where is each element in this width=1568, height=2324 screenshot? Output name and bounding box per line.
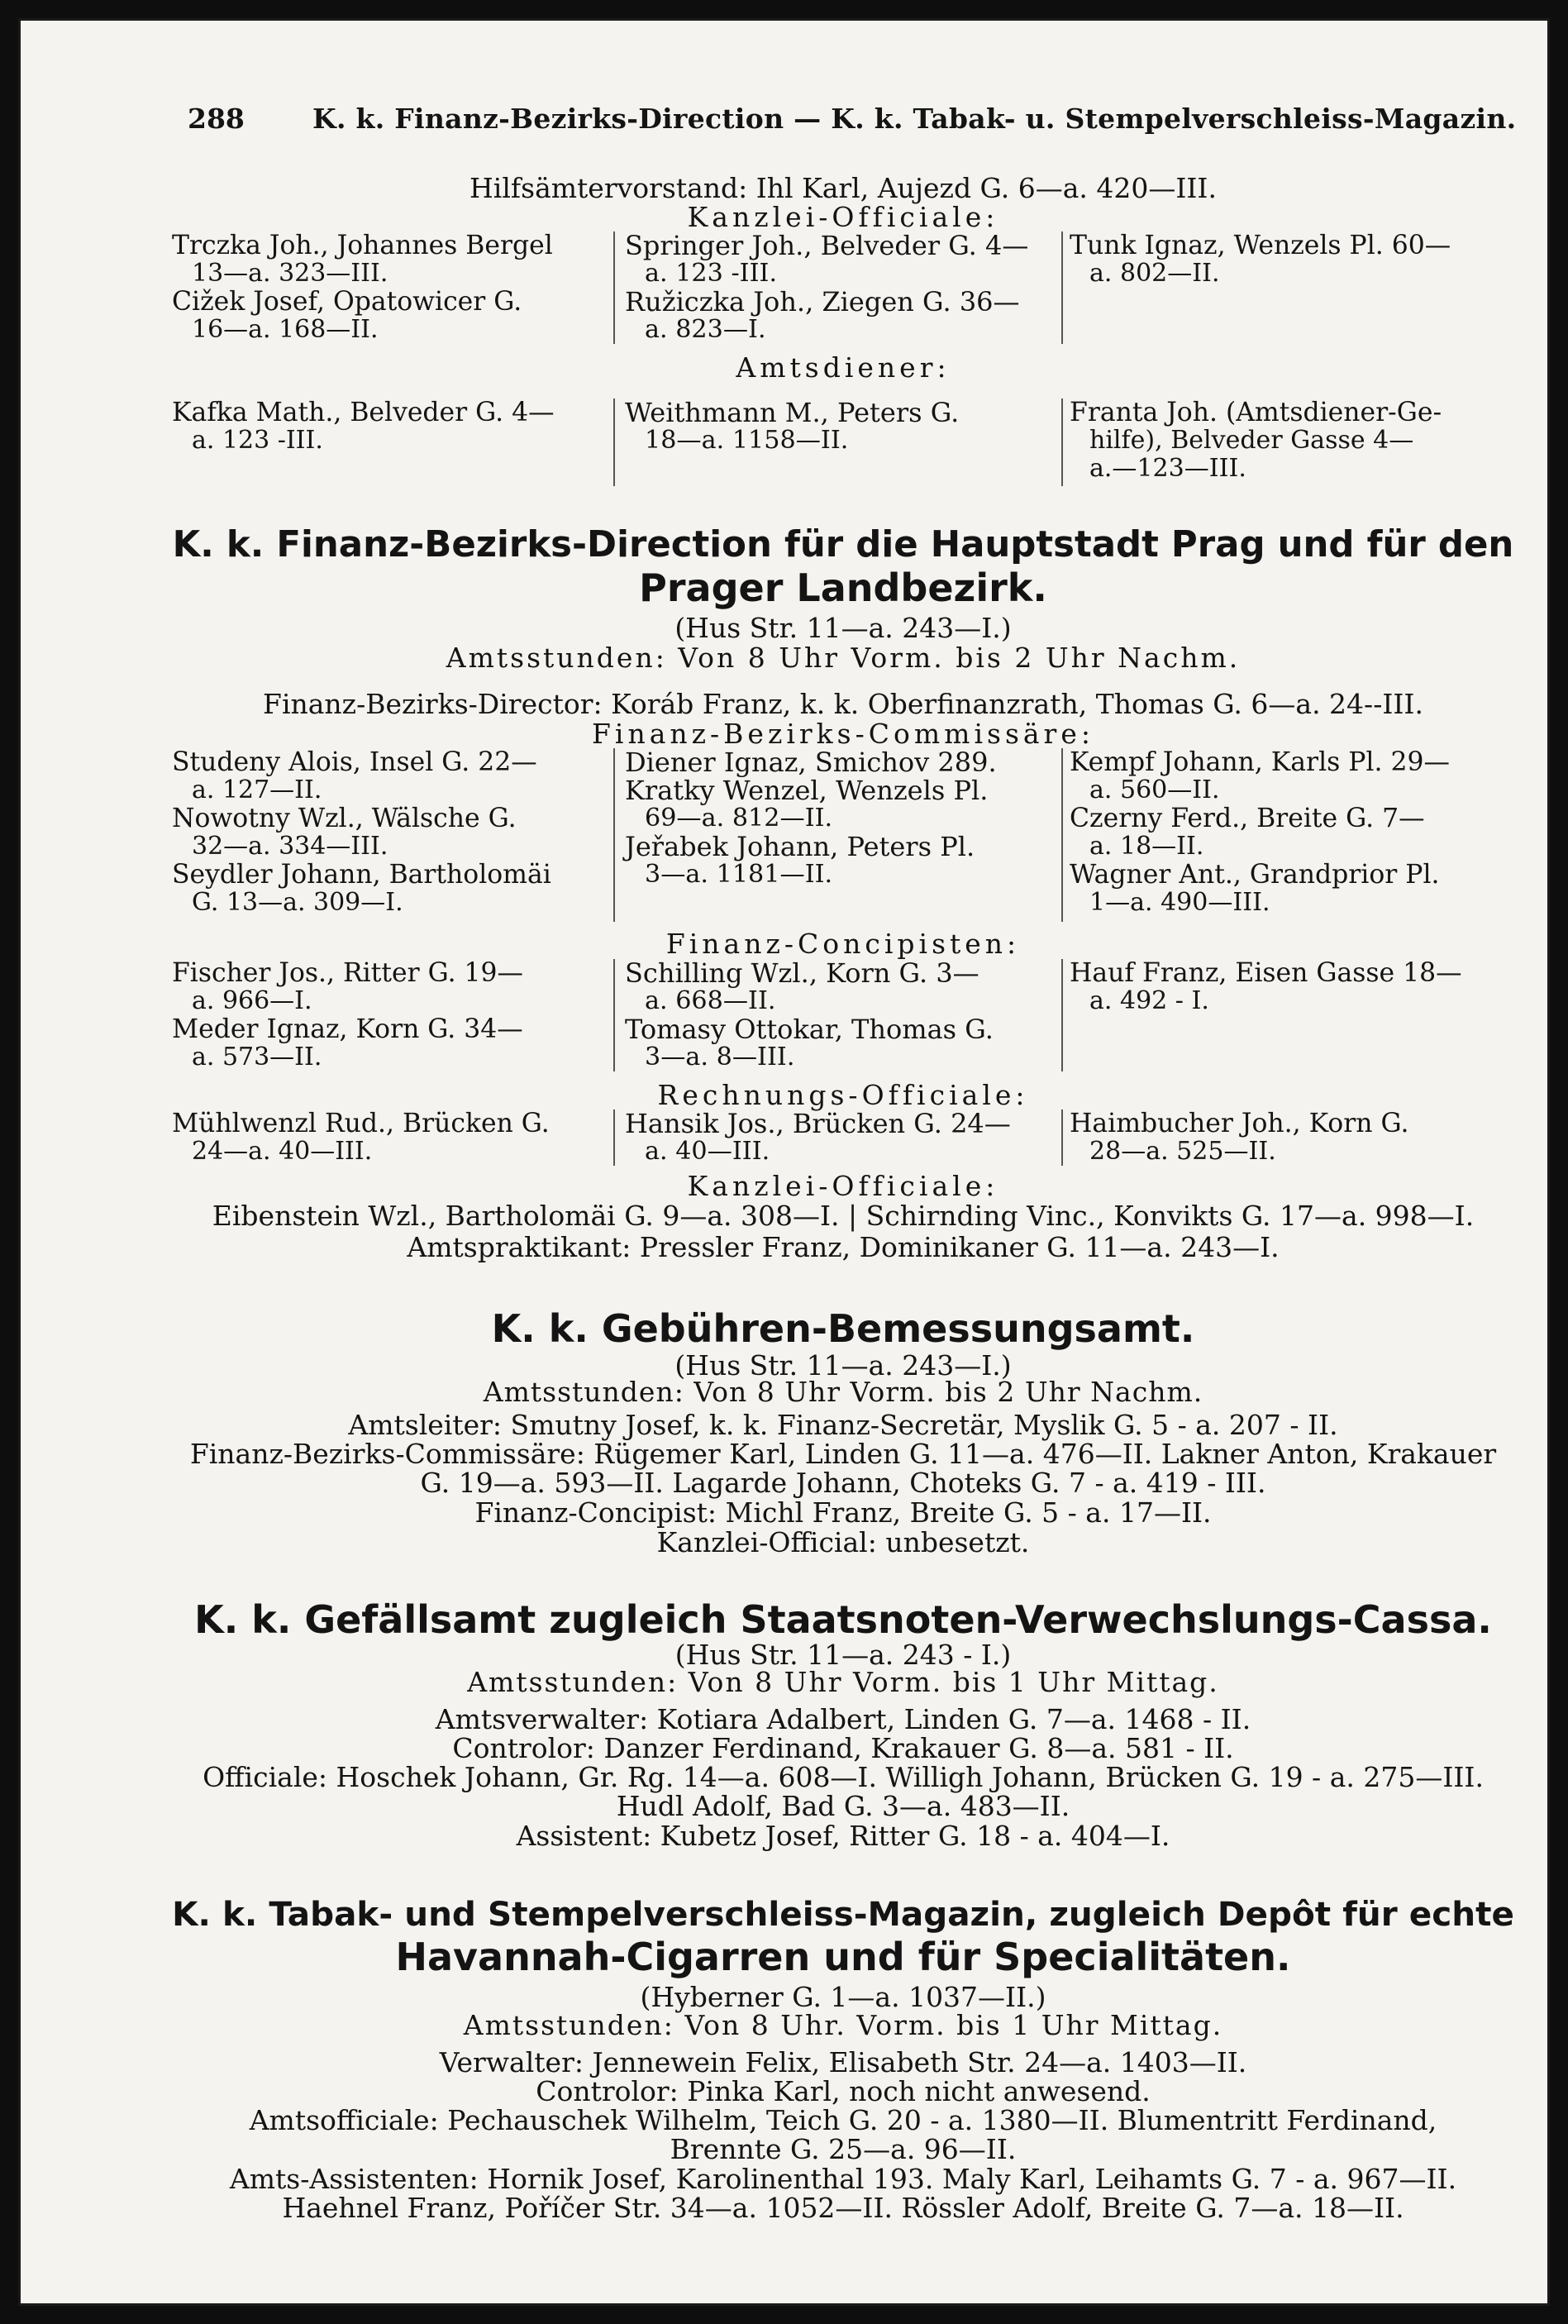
scanned-page [18, 18, 1550, 2306]
entry-haimbucher: Haimbucher Joh., Korn G. [1070, 1109, 1409, 1138]
entry-tunk: Tunk Ignaz, Wenzels Pl. 60— [1070, 231, 1451, 260]
entry-franta: Franta Joh. (Amtsdiener-Ge- [1070, 398, 1442, 427]
amtspraktikant: Amtspraktikant: Pressler Franz, Dominikaner G. 11—a. 243—I. [407, 1231, 1280, 1263]
section4-controlor: Controlor: Danzer Ferdinand, Krakauer G. 8—a. 581 - II. [452, 1732, 1234, 1764]
section4-officiale-1: Officiale: Hoschek Johann, Gr. Rg. 14—a. 608—I. Willigh Johann, Brücken G. 19 - a. 275—III. [203, 1761, 1484, 1793]
entry-franta-3: a.—123—III. [1089, 454, 1246, 483]
section2-hours: Amtsstunden: Von 8 Uhr Vorm. bis 2 Uhr Nachm. [446, 642, 1241, 674]
entry-weithmann: Weithmann M., Peters G. [625, 397, 960, 428]
section2-address: (Hus Str. 11—a. 243—I.) [674, 612, 1012, 644]
kanzlei-line-2: Eibenstein Wzl., Bartholomäi G. 9—a. 308—I. | Schirnding Vinc., Konvikts G. 17—a. 998—I. [212, 1200, 1475, 1232]
entry-muehlwenzl: Mühlwenzl Rud., Brücken G. [172, 1109, 550, 1138]
section3-address: (Hus Str. 11—a. 243—I.) [674, 1349, 1012, 1382]
entry-wagner: Wagner Ant., Grandprior Pl. [1070, 860, 1440, 890]
entry-cizek: Cižek Josef, Opatowicer G. [172, 287, 522, 317]
kanzlei-heading-1: Kanzlei-Officiale: [687, 201, 999, 233]
concipisten-col-mid [613, 959, 1063, 1071]
entry-czerny-addr: a. 18—II. [1089, 832, 1204, 861]
section5-title-1: K. k. Tabak- und Stempelverschleiss-Magazin, zugleich Depôt für echte [172, 1894, 1514, 1934]
section4-hours: Amtsstunden: Von 8 Uhr Vorm. bis 1 Uhr Mittag. [467, 1666, 1219, 1698]
commissaere-col-left [165, 748, 613, 922]
amtsdiener-col-left [165, 398, 613, 486]
entry-studeny: Studeny Alois, Insel G. 22— [172, 747, 537, 777]
section3-hours: Amtsstunden: Von 8 Uhr Vorm. bis 2 Uhr Nachm. [483, 1376, 1203, 1408]
section4-verwalter: Amtsverwalter: Kotiara Adalbert, Linden G. 7—a. 1468 - II. [435, 1703, 1251, 1735]
section3-title: K. k. Gebühren-Bemessungsamt. [491, 1306, 1195, 1351]
entry-nowotny-addr: 32—a. 334—III. [192, 832, 388, 861]
entry-czerny: Czerny Ferd., Breite G. 7— [1070, 804, 1425, 833]
section5-controlor: Controlor: Pinka Karl, noch nicht anwesend. [536, 2075, 1151, 2107]
entry-springer-addr: a. 123 -III. [645, 259, 778, 288]
section3-comm-2: G. 19—a. 593—II. Lagarde Johann, Choteks G. 7 - a. 419 - III. [420, 1467, 1266, 1499]
section5-assistenten-1: Amts-Assistenten: Hornik Josef, Karolinenthal 193. Maly Karl, Leihamts G. 7 - a. 967—II. [229, 2163, 1457, 2195]
kanzlei-col-right [1063, 231, 1521, 344]
running-title: K. k. Finanz-Bezirks-Direction — K. k. Tabak- u. Stempelverschleiss-Magazin. [312, 103, 1517, 135]
section5-assistenten-2: Haehnel Franz, Poříčer Str. 34—a. 1052—II. Rössler Adolf, Breite G. 7—a. 18—II. [282, 2192, 1404, 2224]
section4-officiale-2: Hudl Adolf, Bad G. 3—a. 483—II. [616, 1790, 1070, 1822]
kanzlei-col-left [165, 231, 613, 344]
entry-hansik: Hansik Jos., Brücken G. 24— [625, 1108, 1011, 1139]
entry-muehlwenzl-addr: 24—a. 40—III. [192, 1137, 373, 1166]
entry-kratky-addr: 69—a. 812—II. [645, 804, 833, 833]
rechnungs-col-right [1063, 1110, 1521, 1166]
section5-address: (Hyberner G. 1—a. 1037—II.) [640, 1981, 1046, 2013]
section3-leiter: Amtsleiter: Smutny Josef, k. k. Finanz-Secretär, Myslik G. 5 - a. 207 - II. [348, 1409, 1338, 1441]
section3-comm-1: Finanz-Bezirks-Commissäre: Rügemer Karl, Linden G. 11—a. 476—II. Lakner Anton, Krakauer [189, 1438, 1497, 1470]
section2-director: Finanz-Bezirks-Director: Koráb Franz, k. k. Oberfinanzrath, Thomas G. 6—a. 24--III. [263, 688, 1423, 720]
entry-ruziczka-addr: a. 823—I. [645, 315, 766, 344]
entry-tomasy: Tomasy Ottokar, Thomas G. [625, 1014, 994, 1045]
entry-schilling: Schilling Wzl., Korn G. 3— [625, 957, 979, 989]
section3-kanzlei: Kanzlei-Official: unbesetzt. [656, 1526, 1030, 1558]
entry-hauf-addr: a. 492 - I. [1089, 986, 1209, 1015]
rechnungs-col-mid [613, 1110, 1063, 1166]
section2-title-1: K. k. Finanz-Bezirks-Direction für die Hauptstadt Prag und für den [172, 524, 1514, 565]
entry-cizek-addr: 16—a. 168—II. [192, 315, 379, 344]
entry-jerabek: Jeřabek Johann, Peters Pl. [625, 831, 975, 862]
concipisten-col-left [165, 959, 613, 1071]
entry-fischer: Fischer Jos., Ritter G. 19— [172, 958, 523, 988]
entry-hansik-addr: a. 40—III. [645, 1137, 770, 1166]
entry-trczka: Trczka Joh., Johannes Bergel [172, 231, 553, 260]
kanzlei-col-mid [613, 231, 1063, 344]
section4-address: (Hus Str. 11—a. 243 - I.) [674, 1639, 1012, 1671]
rechnungs-columns [165, 1110, 1521, 1166]
section2-title-2: Prager Landbezirk. [639, 565, 1047, 610]
entry-seydler-addr: G. 13—a. 309—I. [192, 888, 403, 917]
section4-title: K. k. Gefällsamt zugleich Staatsnoten-Verwechslungs-Cassa. [194, 1597, 1492, 1642]
entry-schilling-addr: a. 668—II. [645, 986, 776, 1015]
amtsdiener-heading: Amtsdiener: [736, 351, 951, 384]
concipisten-col-right [1063, 959, 1521, 1071]
amtsdiener-columns [165, 398, 1521, 486]
section5-title-2: Havannah-Cigarren und für Specialitäten. [395, 1935, 1291, 1979]
section5-officiale-1: Amtsofficiale: Pechauschek Wilhelm, Teich G. 20 - a. 1380—II. Blumentritt Ferdinand, [249, 2104, 1437, 2136]
entry-kafka: Kafka Math., Belveder G. 4— [172, 398, 555, 427]
entry-seydler: Seydler Johann, Bartholomäi [172, 860, 551, 890]
entry-kafka-addr: a. 123 -III. [192, 426, 323, 455]
entry-wagner-addr: 1—a. 490—III. [1089, 888, 1270, 917]
section4-assistent: Assistent: Kubetz Josef, Ritter G. 18 - a. 404—I. [516, 1820, 1170, 1852]
commissaere-col-mid [613, 748, 1063, 922]
entry-springer: Springer Joh., Belveder G. 4— [625, 230, 1029, 261]
commissaere-columns [165, 748, 1521, 922]
entry-tunk-addr: a. 802—II. [1089, 259, 1220, 288]
entry-hauf: Hauf Franz, Eisen Gasse 18— [1070, 958, 1462, 988]
entry-meder-addr: a. 573—II. [192, 1043, 322, 1071]
entry-tomasy-addr: 3—a. 8—III. [645, 1043, 795, 1071]
entry-nowotny: Nowotny Wzl., Wälsche G. [172, 804, 517, 833]
concipisten-columns [165, 959, 1521, 1071]
concipisten-heading: Finanz-Concipisten: [665, 928, 1021, 960]
running-head [165, 103, 1521, 137]
commissaere-col-right [1063, 748, 1521, 922]
page-number: 288 [188, 103, 245, 135]
entry-diener: Diener Ignaz, Smichov 289. [625, 747, 997, 778]
kanzlei-heading-2: Kanzlei-Officiale: [687, 1170, 999, 1202]
section5-hours: Amtsstunden: Von 8 Uhr. Vorm. bis 1 Uhr Mittag. [463, 2009, 1223, 2041]
section5-verwalter: Verwalter: Jennewein Felix, Elisabeth Str. 24—a. 1403—II. [439, 2046, 1247, 2078]
rechnungs-heading: Rechnungs-Officiale: [657, 1079, 1029, 1111]
amtsdiener-col-right [1063, 398, 1521, 486]
hilfsaemtervorstand: Hilfsämtervorstand: Ihl Karl, Aujezd G. 6—a. 420—III. [469, 172, 1217, 204]
entry-trczka-addr: 13—a. 323—III. [192, 259, 388, 288]
rechnungs-col-left [165, 1110, 613, 1166]
section3-concipist: Finanz-Concipist: Michl Franz, Breite G. 5 - a. 17—II. [474, 1496, 1212, 1529]
entry-jerabek-addr: 3—a. 1181—II. [645, 860, 833, 889]
entry-kratky: Kratky Wenzel, Wenzels Pl. [625, 775, 989, 806]
entry-franta-2: hilfe), Belveder Gasse 4— [1089, 426, 1414, 455]
entry-haimbucher-addr: 28—a. 525—II. [1089, 1137, 1276, 1166]
entry-kempf: Kempf Johann, Karls Pl. 29— [1070, 747, 1450, 777]
entry-weithmann-addr: 18—a. 1158—II. [645, 426, 849, 455]
amtsdiener-col-mid [613, 398, 1063, 486]
entry-kempf-addr: a. 560—II. [1089, 775, 1220, 804]
commissaere-heading: Finanz-Bezirks-Commissäre: [592, 718, 1094, 750]
entry-meder: Meder Ignaz, Korn G. 34— [172, 1014, 523, 1044]
section5-officiale-2: Brennte G. 25—a. 96—II. [670, 2133, 1017, 2165]
kanzlei-columns-1 [165, 231, 1521, 344]
entry-ruziczka: Ružiczka Joh., Ziegen G. 36— [625, 286, 1020, 317]
entry-studeny-addr: a. 127—II. [192, 775, 322, 804]
entry-fischer-addr: a. 966—I. [192, 986, 312, 1015]
